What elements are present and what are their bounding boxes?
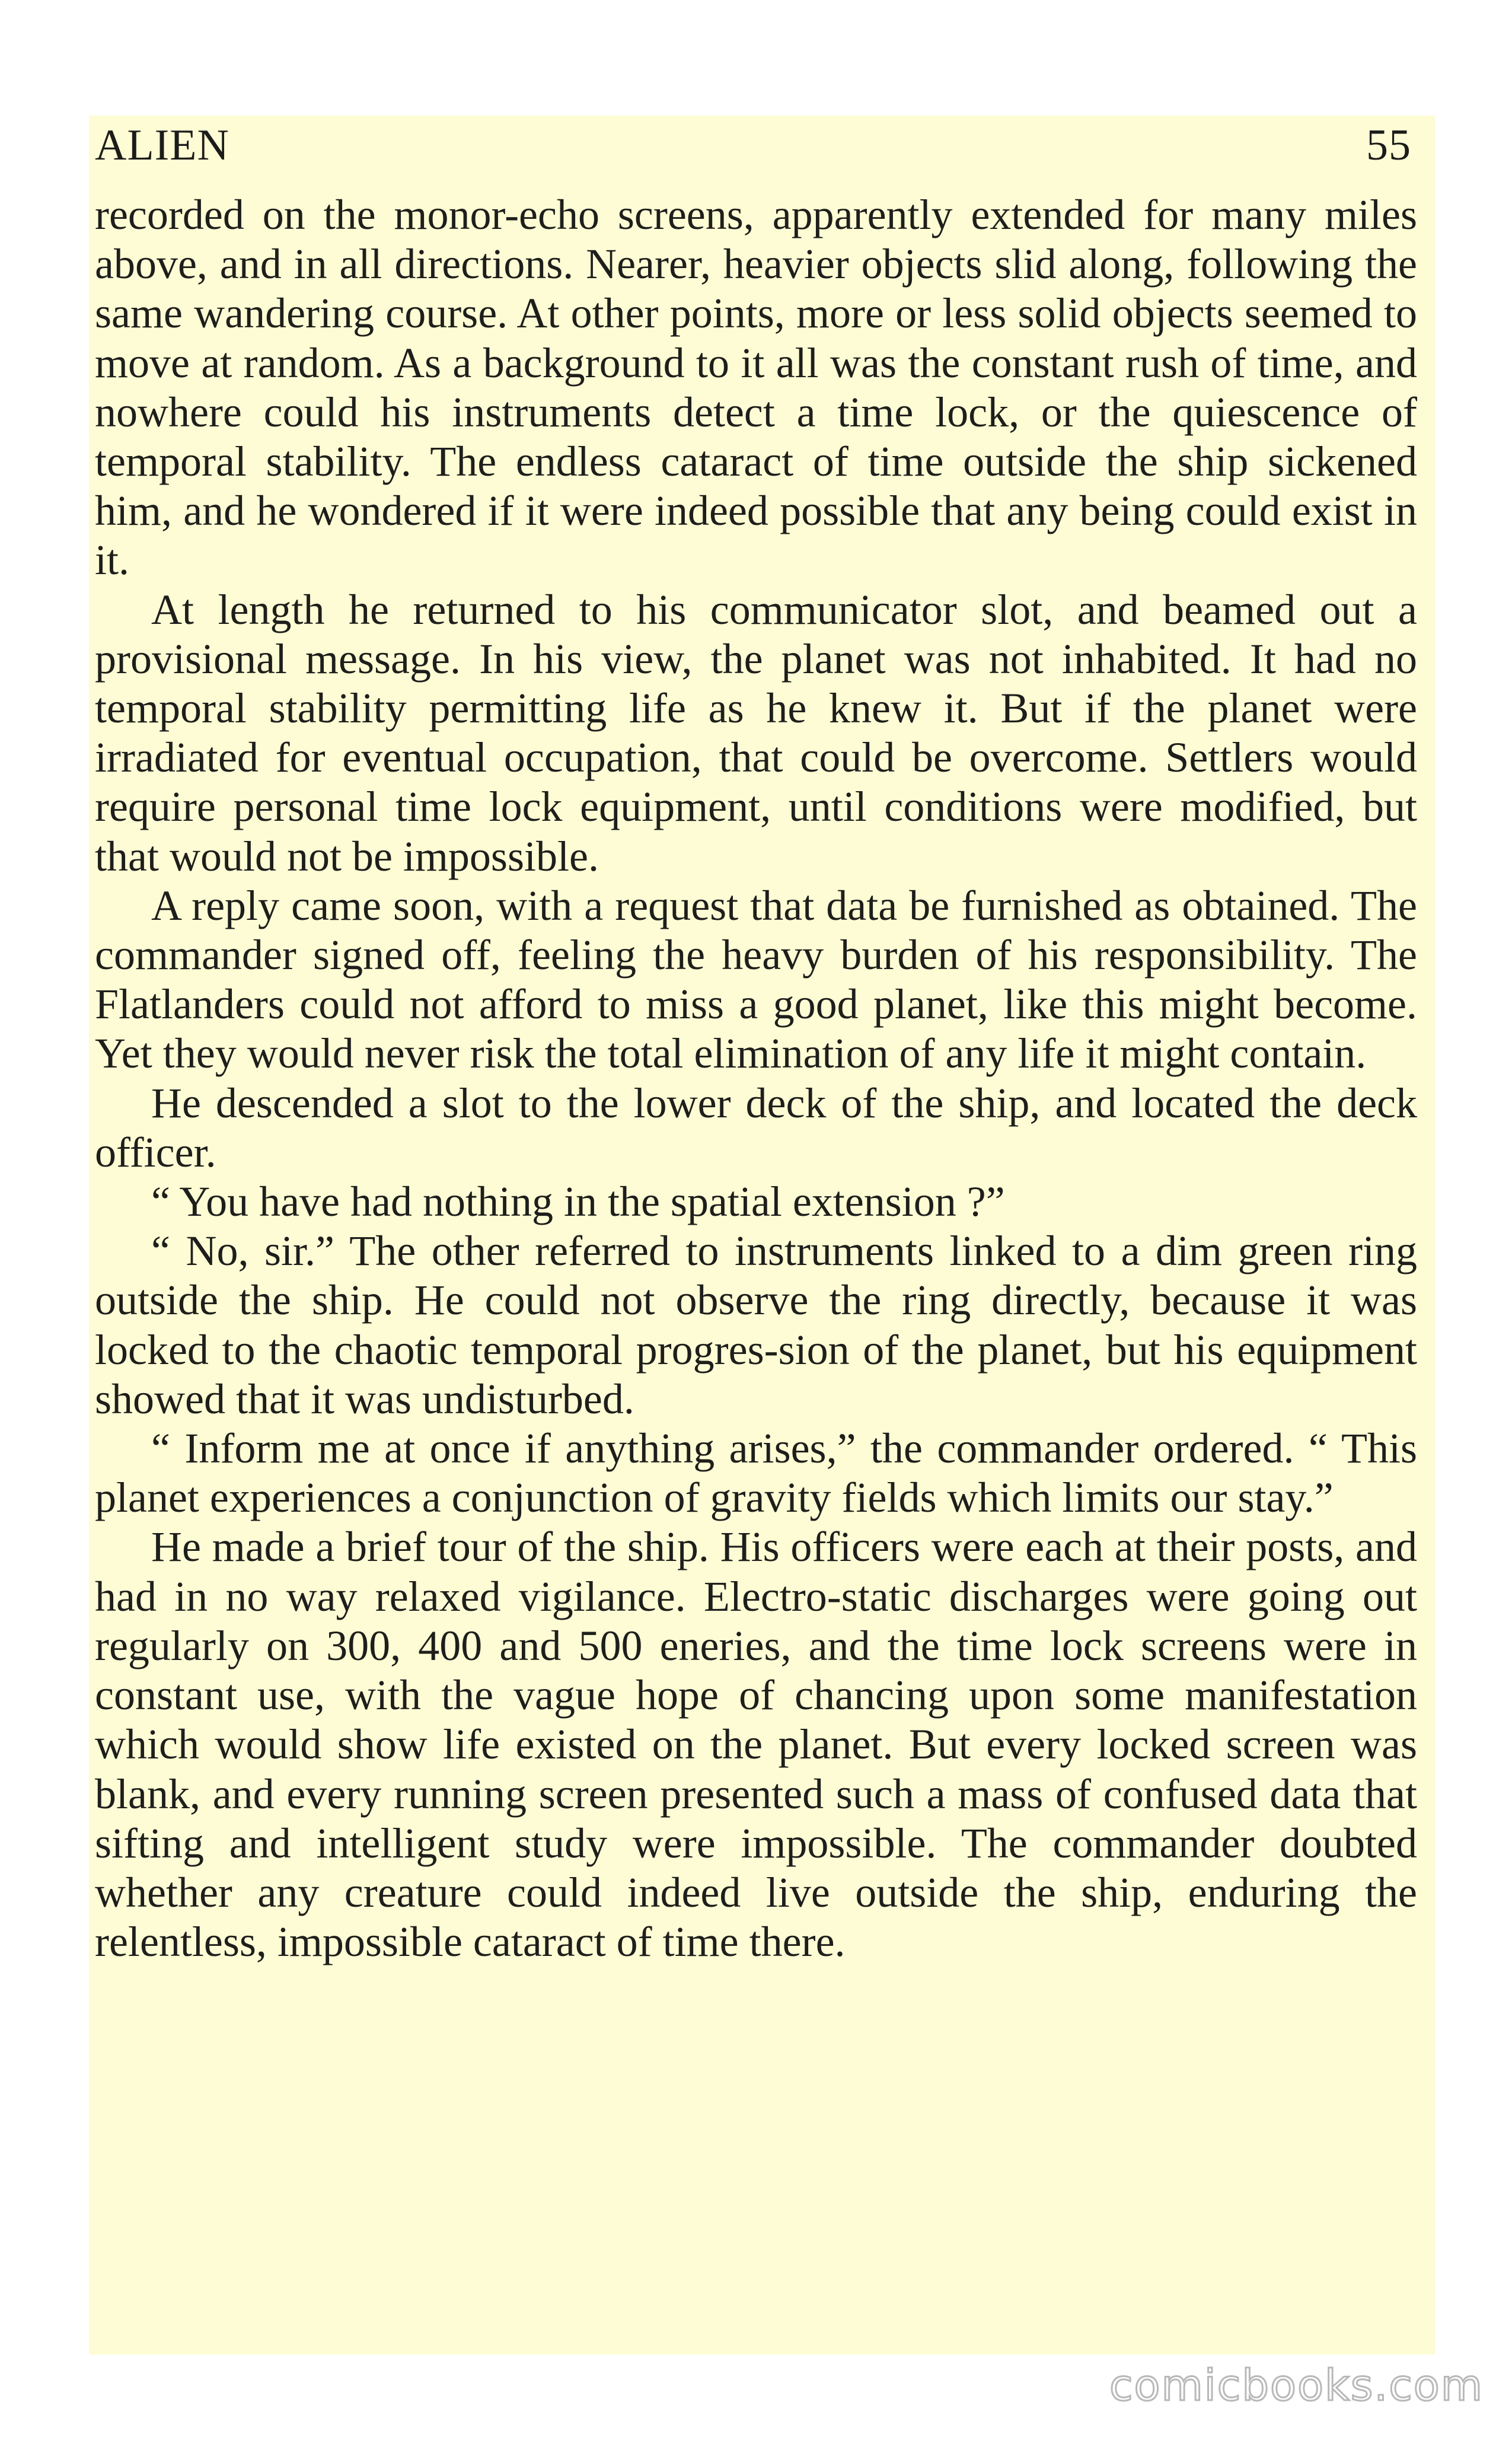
- watermark: comicbooks.com: [1109, 2360, 1484, 2410]
- paragraph: A reply came soon, with a request that data be furnished as obtained. The commander signed off, feeling the heavy burden of his responsibility. The Flatlanders could not afford to miss a good planet, like this might become. Yet they would never risk the total elimination of any life it might contain.: [95, 881, 1417, 1078]
- book-page: [89, 116, 1435, 2354]
- paragraph: He made a brief tour of the ship. His officers were each at their posts, and had in no way relaxed vigilance. Electro-static discharges were going out regularly on 300, 400 and 500 eneries, and the time lock screens were in constant use, with the vague hope of chancing upon some manifestation which would show life existed on the planet. But every locked screen was blank, and every running screen presented such a mass of confused data that sifting and intelligent study were impossible. The commander doubted whether any creature could indeed live outside the ship, enduring the relentless, impossible cataract of time there.: [95, 1523, 1417, 1966]
- paragraph: “ No, sir.” The other referred to instruments linked to a dim green ring outside the ship. He could not observe the ring directly, because it was locked to the chaotic temporal progres-sion of the planet, but his equipment showed that it was undisturbed.: [95, 1227, 1417, 1423]
- page-header: [95, 116, 1417, 180]
- page-body: [95, 190, 1417, 1967]
- page-number: 55: [1366, 121, 1411, 170]
- paragraph: “ You have had nothing in the spatial extension ?”: [151, 1178, 1005, 1226]
- paragraph: He descended a slot to the lower deck of the ship, and located the deck officer.: [95, 1079, 1417, 1176]
- paragraph: “ Inform me at once if anything arises,” the commander ordered. “ This planet experiences a conjunction of gravity fields which limits our stay.”: [95, 1425, 1417, 1522]
- paragraph: At length he returned to his communicator slot, and beamed out a provisional message. In his view, the planet was not inhabited. It had no temporal stability permitting life as he knew it. But if the planet were irradiated for eventual occupation, that could be overcome. Settlers would require personal time lock equipment, until conditions were modified, but that would not be impossible.: [95, 585, 1417, 880]
- running-title: ALIEN: [95, 121, 229, 170]
- paragraph: recorded on the monor-echo screens, apparently extended for many miles above, and in all directions. Nearer, heavier objects slid along, following the same wandering course. At other points, more or less solid objects seemed to move at random. As a background to it all was the constant rush of time, and nowhere could his instruments detect a time lock, or the quiescence of temporal stability. The endless cataract of time outside the ship sickened him, and he wondered if it were indeed possible that any being could exist in it.: [95, 191, 1417, 584]
